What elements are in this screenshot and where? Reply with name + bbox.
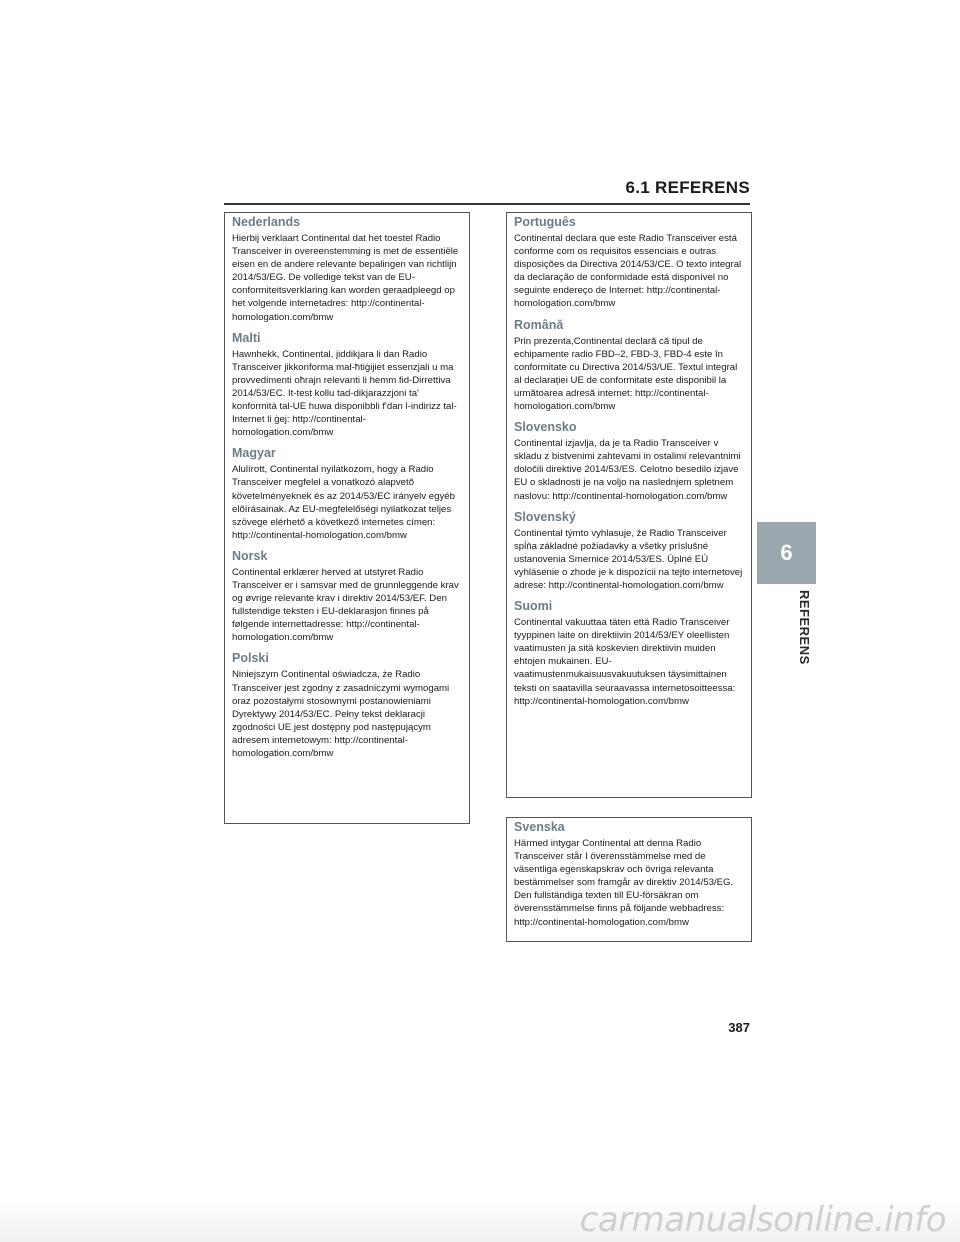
section-title: Magyar [232, 446, 276, 461]
section-romana [514, 318, 744, 414]
section-text: Härmed intygar Continental att denna Radio Transceiver står I överensstämmelse med de väsentliga egenskapskrav och övriga relevanta bestämmelser som framgår av direktiv 2014/53/EG. Den fullständiga texten till EU-försäkran om överensstämmelse finns på följande webbadress: http://continental-homologation.com/bmw [514, 838, 734, 928]
section-suomi [514, 599, 744, 708]
section-title: Suomi [514, 599, 553, 614]
section-text: Hawnhekk, Continental, jiddikjara li dan Radio Transceiver jikkonforma mal-ħtiġijiet essenzjali u ma provvedimenti oħrajn relevanti li hemm fid-Dirrettiva 2014/53/EC. It-test kollu tad-dikjarazzjoni ta' konformità tal-UE huwa disponibbli f'dan l-indirizz tal-Internet li ġej: http://continental-homologation.com/bmw [232, 348, 457, 439]
svenska-declaration-box [506, 817, 752, 942]
section-svenska [514, 820, 744, 929]
section-magyar [232, 446, 462, 542]
section-text: Continental declara que este Radio Transceiver está conforme com os requisitos essenciais e outras disposições da Directiva 2014/53/CE. O texto integral da declaração de conformidade está disponível no seguinte endereço de Internet: http://continental-homologation.com/bmw [514, 233, 742, 310]
right-declarations-box [506, 212, 752, 798]
section-nederlands [232, 215, 462, 324]
section-text: Hierbij verklaart Continental dat het toestel Radio Transceiver in overeenstemming is met de essentiële eisen en de andere relevante bepalingen van richtlijn 2014/53/EG. De volledige tekst van de EU-conformiteitsverklaring kan worden geraadpleegd op het volgende internetadres: http://continental-homologation.com/bmw [232, 233, 459, 323]
section-title: Svenska [514, 820, 565, 834]
section-text: Continental týmto vyhlasuje, že Radio Transceiver spĺňa základné požiadavky a všetky príslušné ustanovenia Smernice 2014/53/ES. Úplné EÚ vyhlásenie o zhode je k dispozícii na tejto internetovej adrese: http://continental-homologation.com/bmw [514, 527, 743, 591]
section-text: Prin prezenta,Continental declară că tipul de echipamente radio FBD–2, FBD-3, FBD-4 este în conformitate cu Directiva 2014/53/UE. Textul integral al declarației UE de conformitate este disponibil la următoarea adresă internet: http://continental-homologation.com/bmw [514, 335, 738, 413]
section-polski [232, 651, 462, 760]
chapter-tab-label: REFERENS [797, 590, 812, 665]
page-number: 387 [728, 1020, 750, 1035]
section-title: Slovensko [514, 420, 577, 435]
section-text: Continental izjavlja, da je ta Radio Transceiver v skladu z bistvenimi zahtevami in ostalimi relevantnimi določili direktive 2014/53/ES. Celotno besedilo izjave EU o skladnosti je na voljo na naslednjem spletnem naslovu: http://continental-homologation.com/bmw [514, 438, 741, 502]
header-rule [224, 203, 750, 205]
section-title: Norsk [232, 548, 268, 563]
chapter-tab-number: 6 [757, 522, 816, 584]
section-title: Slovenský [514, 509, 576, 524]
watermark-text: carmanualsonline.info [579, 1200, 946, 1240]
section-title: Malti [232, 330, 261, 345]
section-title: Nederlands [232, 215, 301, 229]
section-portugues [514, 215, 744, 311]
section-text: Niniejszym Continental oświadcza, że Radio Transceiver jest zgodny z zasadniczymi wymogami oraz pozostałymi stosownymi postanowieniami Dyrektywy 2014/53/EC. Pełny tekst deklaracji zgodności UE jest dostępny pod następującym adresem internetowym: http://continental-homologation.com/bmw [232, 669, 450, 759]
section-title: Română [514, 317, 564, 332]
section-title: Polski [232, 651, 269, 666]
page-header-title: 6.1 REFERENS [625, 178, 750, 197]
section-malti [232, 331, 462, 440]
section-text: Continental erklærer herved at utstyret Radio Transceiver er i samsvar med de grunnleggende krav og øvrige relevante krav i direktiv 2014/53/EF. Den fullstendige teksten i EU-deklarasjon finnes på følgende internettadresse: http://continental-homologation.com/bmw [232, 566, 459, 644]
left-declarations-box [224, 212, 470, 824]
right-column [506, 212, 752, 798]
section-slovensky [514, 510, 744, 592]
section-text: Continental vakuuttaa täten että Radio Transceiver tyyppinen laite on direktiivin 2014/53/EY oleellisten vaatimusten ja sitä koskevien direktiivin muiden ehtojen mukainen. EU-vaatimustenmukaisuusvakuutuksen täysimittainen teksti on saatavilla seuraavassa internetosoitteessa: http://continental-homologation.com/bmw [514, 617, 736, 707]
left-column [224, 212, 470, 824]
section-norsk [232, 549, 462, 645]
section-text: Alulírott, Continental nyilatkozom, hogy a Radio Transceiver megfelel a vonatkozó alapvetõ követelményeknek és az 2014/53/EC irányelv egyéb elõírásainak. Az EU-megfelelőségi nyilatkozat teljes szövege elérhető a következő internetes címen: http://continental-homologation.com/bmw [232, 464, 455, 541]
section-title: Português [514, 215, 576, 229]
watermark-bar [0, 1200, 960, 1242]
section-slovensko [514, 420, 744, 502]
